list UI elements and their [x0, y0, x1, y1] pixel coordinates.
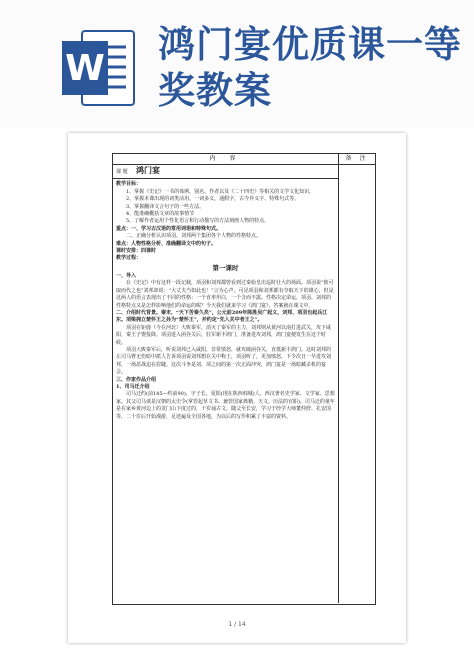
text-line: 二、介绍时代背景。秦末，“天下苦秦久矣”，公元前209年陈胜吴广起义，刘邦、项羽也起兵江东。项梁拥立楚怀王之孙为“楚怀王”，并约定“先入关中者王之”。	[116, 309, 328, 324]
text-line: 教学过程：	[116, 255, 142, 262]
text-line: 1、司马迁介绍	[116, 383, 150, 390]
text-line: 司马迁约(前145—约前90)，字子长，夏阳(现在陕西韩城)人。西汉著名史学家、文学家、思想家。其父司马谈是汉朝的太史令(掌管起草文书、兼管国家典籍、天文、历法的官职)。司马迁的童年是在家乡黄河边上的龙门山下度过的，十岁诵古文。随父至长安，学习于经学大师董仲舒、孔安国等，二十岁后开始漫游，足迹遍及全国各地，为以后的写作积累了丰富的资料。	[116, 391, 335, 420]
text-line: 难点：人物性格分析、准确翻译文中的句子。	[116, 240, 217, 247]
page-indicator: 1 / 14	[228, 621, 246, 628]
text-line: 在《史记》中有这样一段记载，项羽和刘邦都曾看到过秦始皇出巡时壮大的场面。项羽说“彼可取而代之也”刘邦却说：“大丈夫当如此也！”言为心声，可见项羽和刘邦都有夺取天下的雄心，但是这两人的语言表现出了不同的性格：一个直率坦白，一个含而不露。性格决定命运，项羽、刘邦的性格特点又是怎样影响他们的命运的呢？今天我们就来学习《鸿门宴》，答案就在课文中。	[116, 280, 334, 309]
text-line: 重点：一、学习古汉语的常用词语和特殊句式。	[116, 225, 222, 232]
word-icon-letter: W	[65, 48, 105, 89]
text-line: 项羽在钜鹿（今在河北）大败秦军，消灭了秦军的主力，刘邦则从黄河以南打进武关，攻下咸阳，秦王子婴投降。项羽进入函谷关后，驻军新丰鸿门，准备进攻刘邦，鸿门宴便发生在这个时候。	[116, 324, 332, 346]
table-body	[113, 165, 375, 603]
text-line: 2、掌握本课出现的词类活用、一词多义，通假字，古今异义字、特殊句式等。	[126, 196, 300, 203]
text-line: 3、掌握翻译文言句子的一些方法。	[126, 203, 205, 210]
word-icon	[60, 25, 136, 111]
document-title: 鸿门宴优质课一等奖教案	[158, 23, 462, 112]
text-line: 三、作家作品介绍	[116, 376, 157, 383]
text-line: 第一课时	[212, 263, 239, 272]
lesson-text	[116, 181, 335, 421]
text-line: 项羽大败秦军后，听说刘邦已入咸阳，非常愤怒，就攻破函谷关，直抵新丰鸿门。这时刘邦的左司马曹无伤暗中派人告诉项羽说刘邦想在关中称王，项羽听了，更加愤怒，下令次日一早进攻刘邦，一场恶战迫在眉睫。这次斗争是刘、项之间的第一次正面冲突，鸿门宴是一场暗藏杀机的宴会。	[116, 346, 332, 376]
document-page	[68, 133, 406, 643]
table-header	[113, 154, 375, 165]
note-cell	[339, 165, 375, 603]
lesson-table	[112, 153, 376, 605]
text-line: 4、能准确概括文章的故事情节	[126, 211, 195, 218]
content-cell	[113, 165, 339, 603]
course-title: 鸿门宴	[136, 166, 160, 175]
header-note: 备 注	[345, 155, 369, 162]
text-line: 二、正确分析认识项羽、刘邦两个集团各个人物的性格特点。	[126, 233, 262, 240]
text-line: 5、了解作者运用个性化语言和行动描写的方法刻画人物的特点。	[126, 218, 270, 225]
course-row	[113, 165, 338, 179]
text-line: 课时安排：四课时	[116, 248, 157, 255]
banner	[0, 0, 474, 128]
header-content: 内 容	[113, 154, 339, 164]
text-line: 1、掌握《史记》一书的体例、别名、作者以及《二十四史》等相关的文学文化知识。	[126, 188, 315, 195]
course-label: 课 题	[116, 169, 128, 175]
text-line: 教学目标：	[116, 181, 142, 188]
text-line: 一、导入	[116, 272, 137, 279]
